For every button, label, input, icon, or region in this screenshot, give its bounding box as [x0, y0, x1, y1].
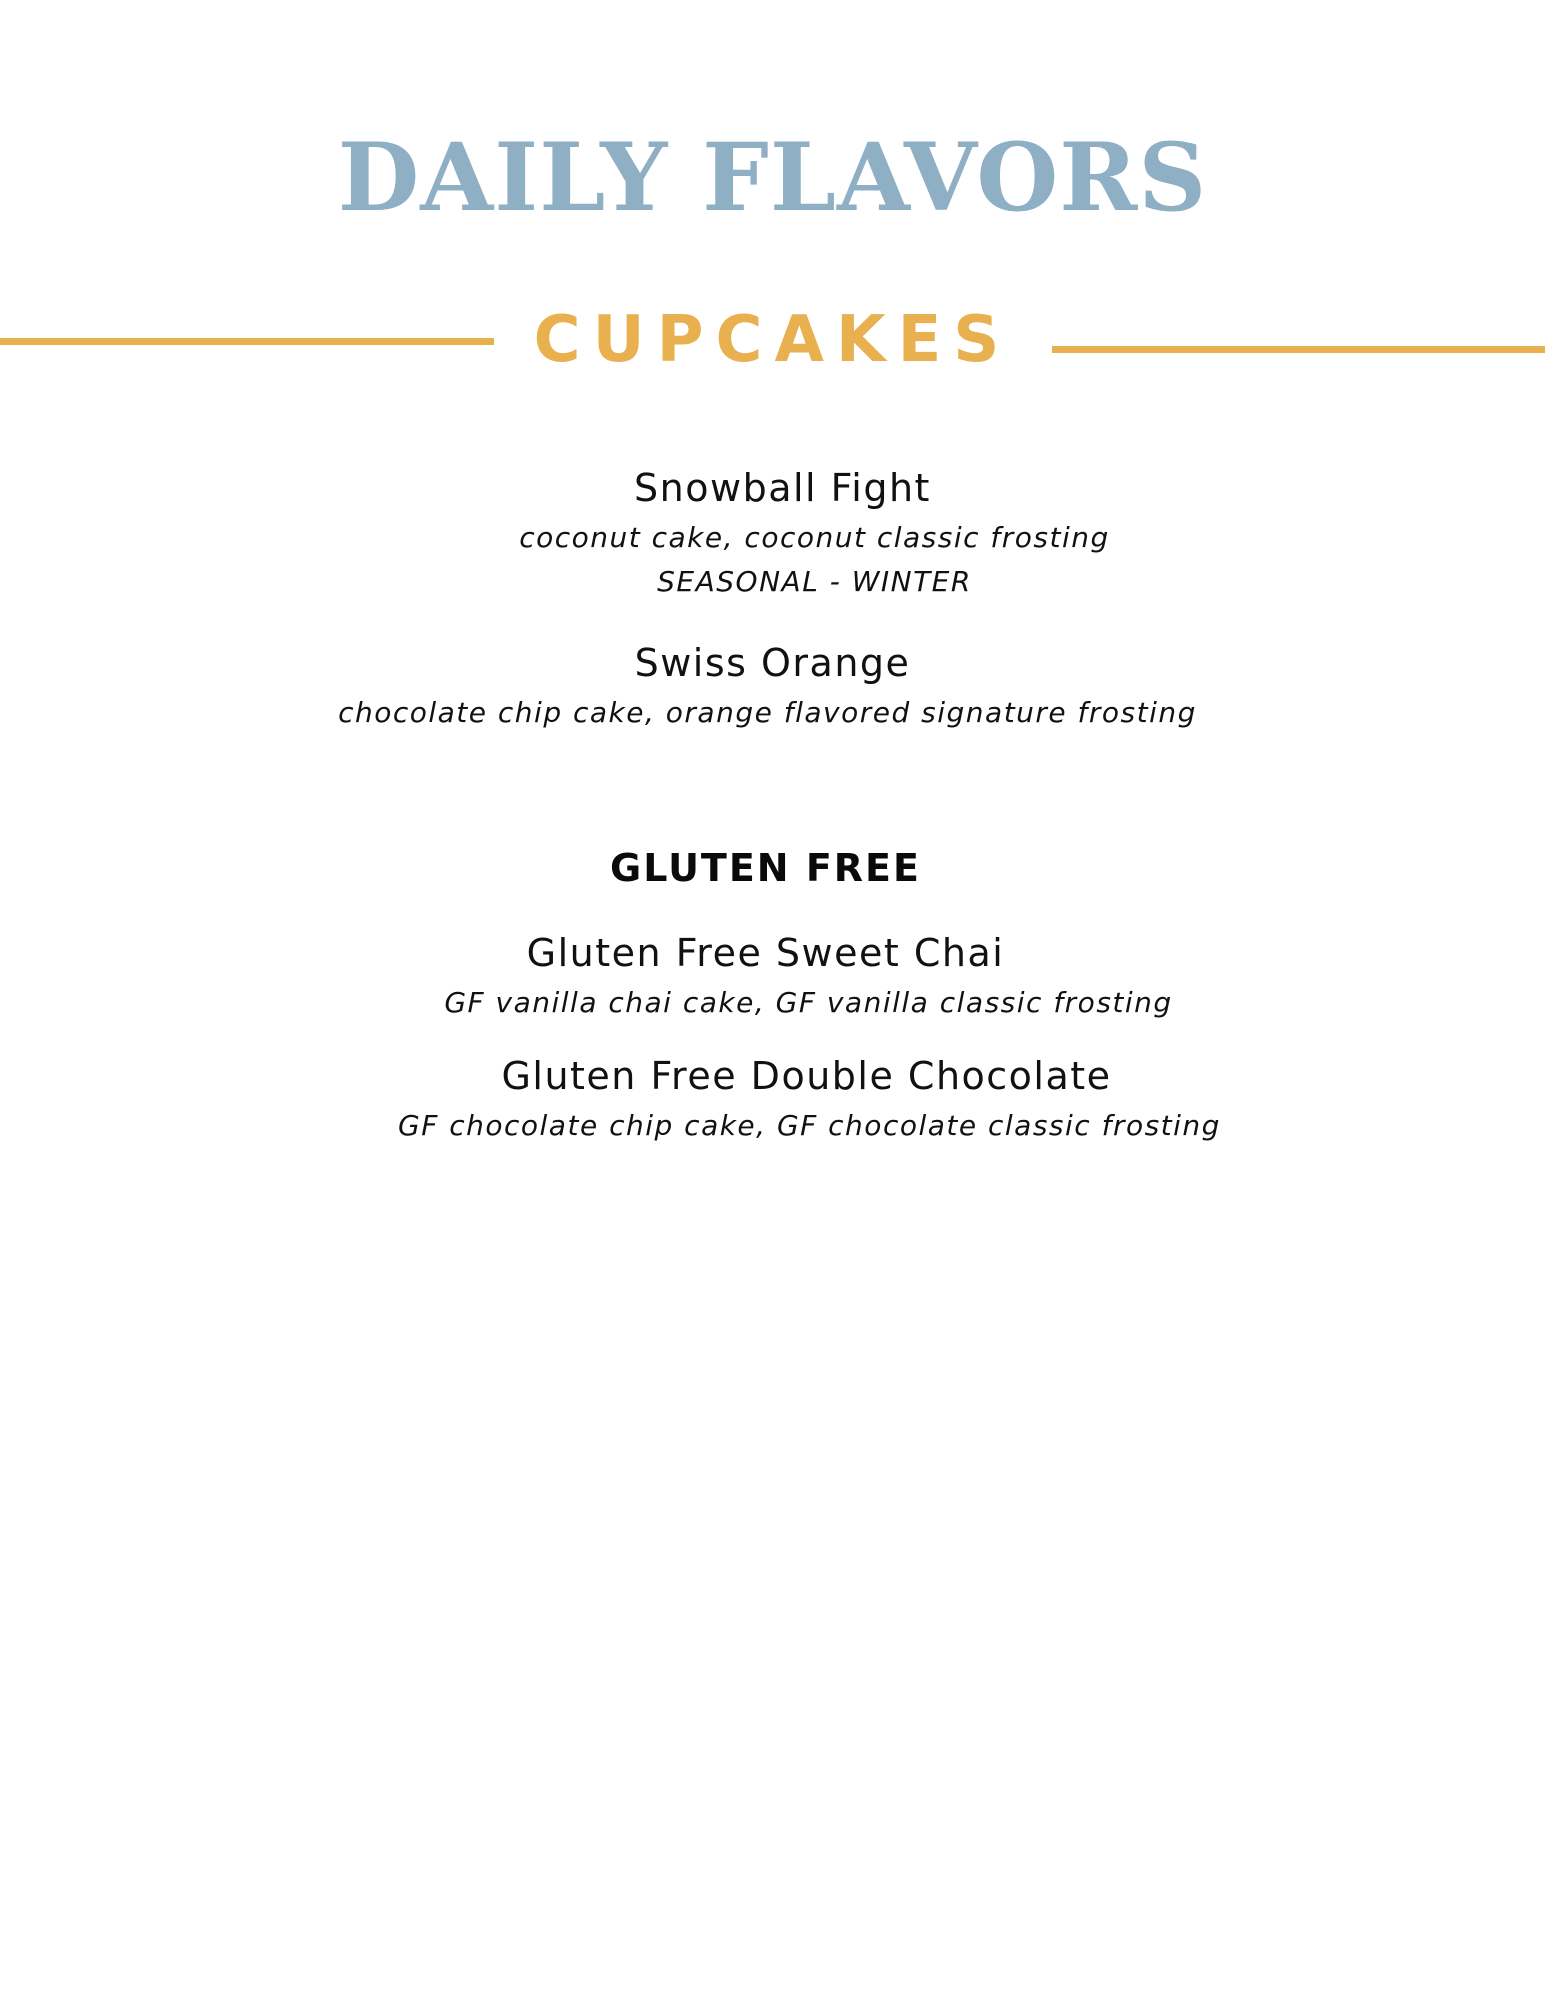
item-description: GF chocolate chip cake, GF chocolate classic frosting [398, 1109, 1221, 1142]
item-name: Swiss Orange [634, 641, 911, 685]
item-name: Gluten Free Sweet Chai [526, 931, 1005, 975]
item-description: GF vanilla chai cake, GF vanilla classic frosting [444, 986, 1173, 1019]
item-description: coconut cake, coconut classic frosting [519, 521, 1110, 554]
page-title: DAILY FLAVORS [337, 123, 1208, 233]
item-description: chocolate chip cake, orange flavored signature frosting [338, 696, 1197, 729]
item-seasonal-note: SEASONAL - WINTER [657, 565, 972, 598]
item-name: Snowball Fight [634, 466, 931, 510]
section-title-cupcakes: CUPCAKES [533, 303, 1012, 377]
section-divider-right [1052, 346, 1545, 353]
gluten-free-heading: GLUTEN FREE [610, 846, 921, 890]
item-name: Gluten Free Double Chocolate [501, 1054, 1112, 1098]
